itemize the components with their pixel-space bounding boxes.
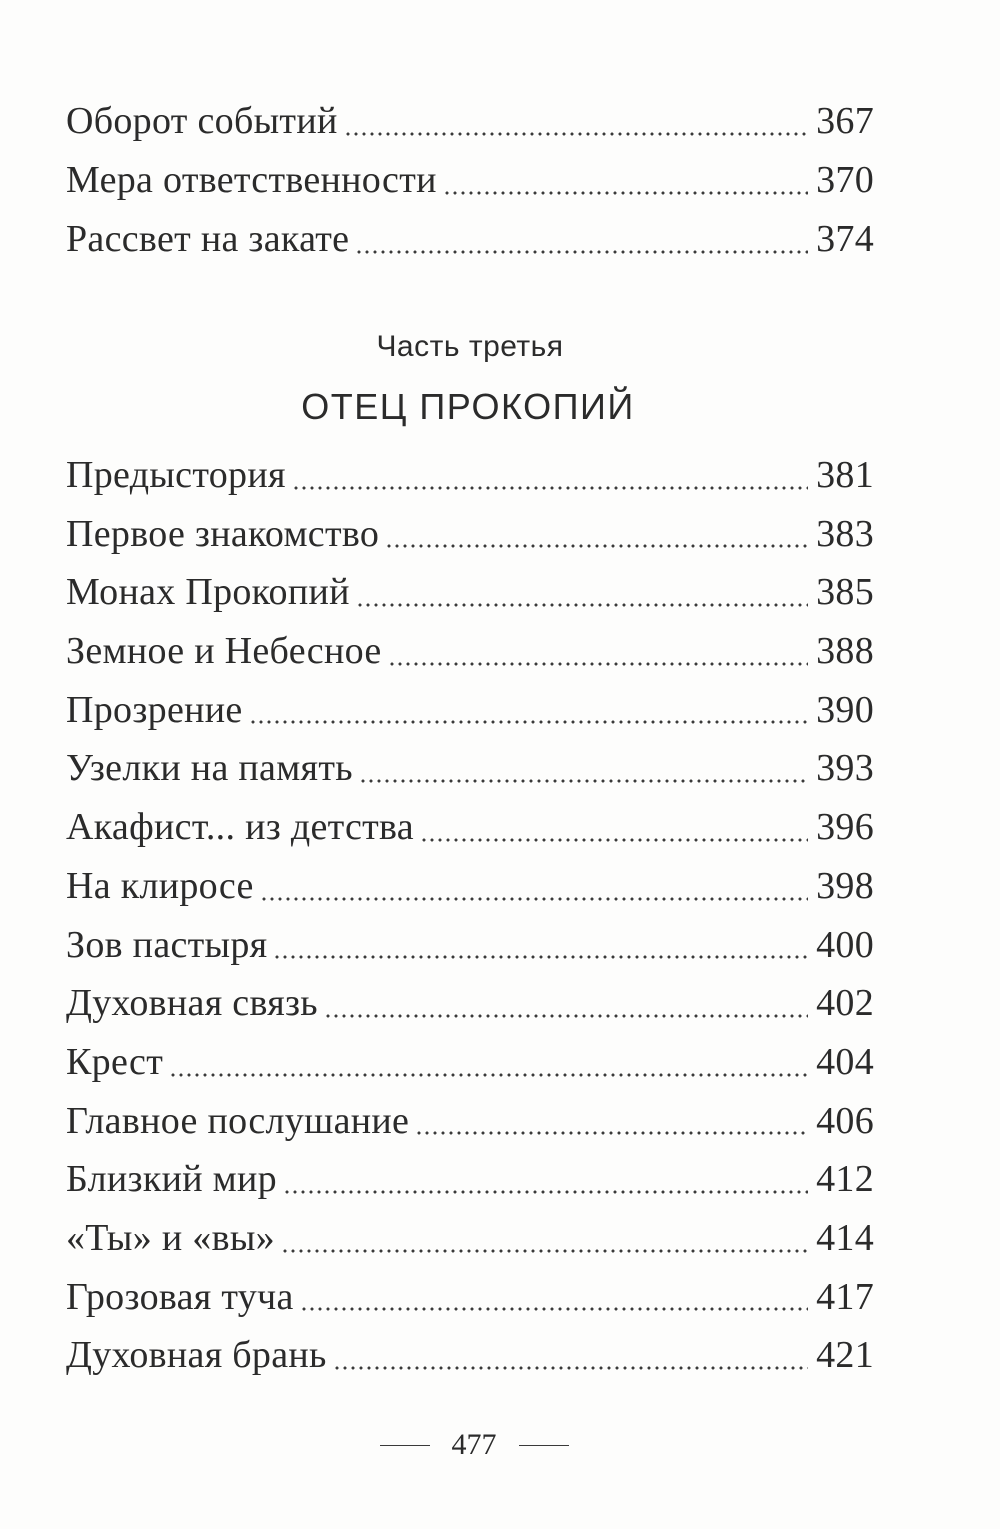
toc-leader-dots: [260, 894, 808, 904]
toc-leader-dots: [249, 717, 809, 727]
toc-entry-title: Прозрение: [66, 688, 243, 731]
toc-entry-page: 367: [816, 100, 874, 142]
toc-entry-title: Мера ответственности: [66, 159, 437, 201]
toc-entry: [66, 151, 874, 210]
toc-leader-dots: [169, 1070, 808, 1080]
toc-leader-dots: [300, 1304, 808, 1314]
toc-entry-title: Зов пастыря: [66, 923, 268, 966]
toc-entry-title: Первое знакомство: [66, 512, 380, 555]
page-number: 477: [451, 1428, 497, 1461]
toc-entry-page: 398: [816, 864, 874, 907]
toc-entry-page: 381: [816, 454, 874, 496]
toc-leader-dots: [324, 1011, 808, 1021]
toc-entry-title: Земное и Небесное: [66, 630, 382, 673]
toc-top-list: [66, 92, 874, 269]
toc-main-list: [66, 446, 874, 1385]
toc-entry-page: 414: [816, 1216, 874, 1259]
toc-entry-page: 388: [816, 630, 874, 673]
toc-leader-dots: [359, 776, 808, 786]
toc-leader-dots: [420, 835, 808, 845]
toc-entry-title: «Ты» и «вы»: [66, 1216, 275, 1259]
toc-entry-title: Оборот событий: [66, 100, 338, 142]
toc-entry-title: Духовная связь: [66, 982, 318, 1025]
toc-entry: [66, 92, 874, 151]
toc-entry-page: 421: [816, 1334, 874, 1377]
toc-leader-dots: [344, 129, 809, 139]
toc-entry-page: 393: [816, 747, 874, 790]
toc-entry-page: 390: [816, 688, 874, 731]
toc-leader-dots: [443, 188, 808, 198]
toc-entry-page: 396: [816, 806, 874, 849]
toc-entry: [66, 1209, 874, 1268]
toc-leader-dots: [356, 600, 808, 610]
toc-entry: [66, 1326, 874, 1385]
toc-leader-dots: [355, 247, 808, 257]
toc-entry-page: 404: [816, 1040, 874, 1083]
toc-entry-title: Главное послушание: [66, 1099, 410, 1142]
toc-entry: [66, 739, 874, 798]
toc-entry: [66, 681, 874, 740]
toc-entry: [66, 505, 874, 564]
toc-entry-page: 406: [816, 1099, 874, 1142]
part-subtitle: Часть третья: [376, 330, 564, 363]
toc-entry: [66, 1033, 874, 1092]
toc-entry-title: Предыстория: [66, 454, 286, 496]
toc-entry-page: 374: [816, 218, 874, 260]
toc-entry: [66, 974, 874, 1033]
footer-rule-right: [519, 1445, 569, 1446]
toc-entry: [66, 916, 874, 975]
toc-leader-dots: [292, 483, 808, 493]
toc-leader-dots: [415, 1128, 808, 1138]
toc-leader-dots: [283, 1187, 808, 1197]
toc-entry-title: Грозовая туча: [66, 1275, 294, 1318]
toc-entry-title: Крест: [66, 1040, 164, 1083]
toc-entry-title: Рассвет на закате: [66, 218, 350, 260]
toc-leader-dots: [273, 952, 808, 962]
toc-entry-page: 400: [816, 923, 874, 966]
toc-entry-title: Узелки на память: [66, 747, 353, 790]
toc-leader-dots: [385, 541, 808, 551]
toc-entry-page: 402: [816, 982, 874, 1025]
toc-entry: [66, 857, 874, 916]
toc-entry: [66, 563, 874, 622]
part-title: ОТЕЦ ПРОКОПИЙ: [301, 386, 635, 427]
toc-entry-page: 383: [816, 512, 874, 555]
toc-leader-dots: [333, 1363, 808, 1373]
toc-entry: [66, 1150, 874, 1209]
toc-entry-title: Близкий мир: [66, 1158, 277, 1201]
toc-entry: [66, 1092, 874, 1151]
toc-entry: [66, 798, 874, 857]
toc-entry: [66, 1268, 874, 1327]
toc-entry-title: На клиросе: [66, 864, 254, 907]
toc-entry: [66, 446, 874, 505]
toc-leader-dots: [281, 1246, 808, 1256]
page-footer: [0, 1428, 974, 1462]
toc-entry-page: 417: [816, 1275, 874, 1318]
toc-entry-page: 412: [816, 1158, 874, 1201]
toc-entry-title: Акафист... из детства: [66, 806, 414, 849]
toc-entry-title: Монах Прокопий: [66, 571, 350, 614]
toc-entry: [66, 210, 874, 269]
toc-entry-page: 385: [816, 571, 874, 614]
toc-entry: [66, 622, 874, 681]
toc-entry-title: Духовная брань: [66, 1334, 327, 1377]
toc-entry-page: 370: [816, 159, 874, 201]
toc-leader-dots: [388, 659, 809, 669]
footer-rule-left: [380, 1445, 430, 1446]
